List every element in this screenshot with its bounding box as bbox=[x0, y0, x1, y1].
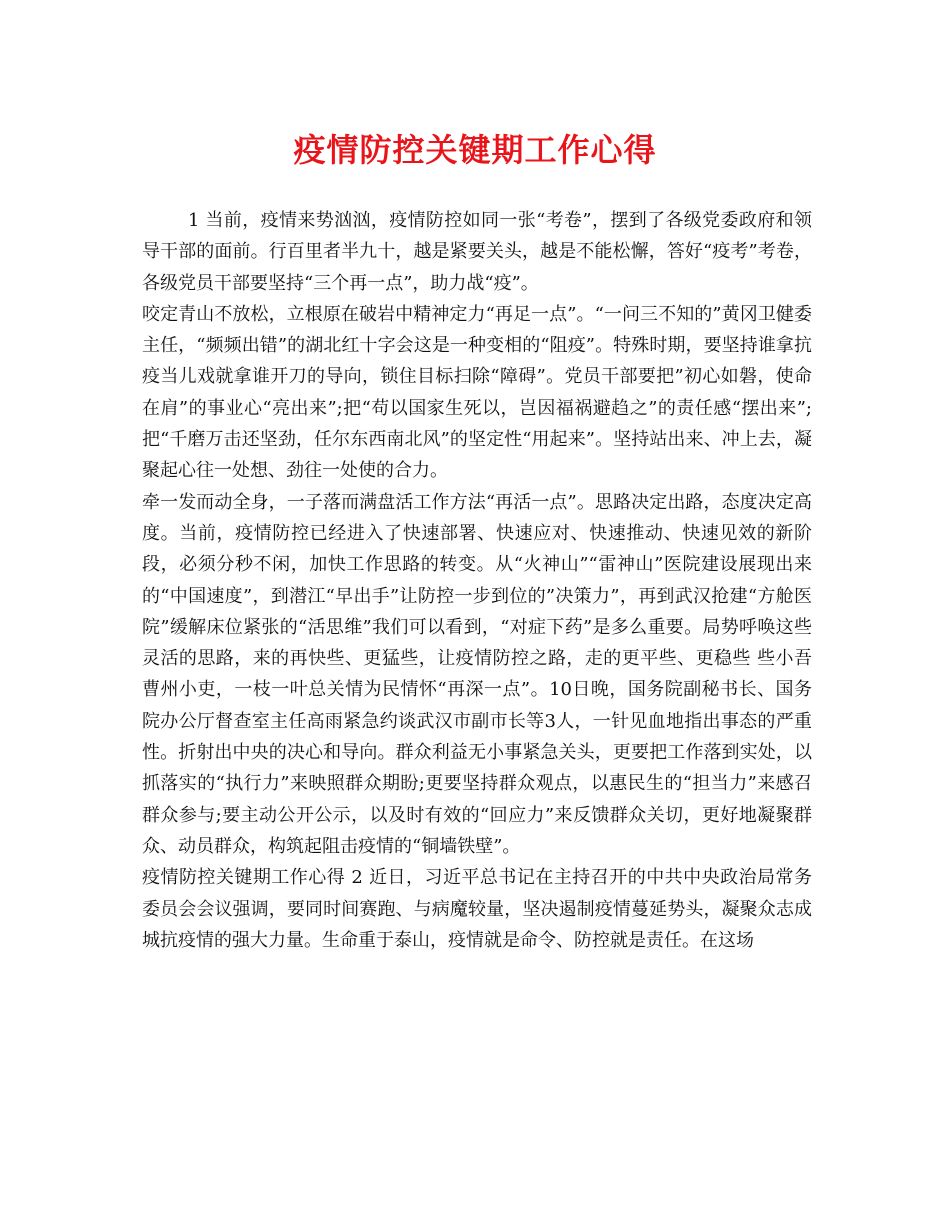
paragraph-intro: 1 当前，疫情来势汹汹，疫情防控如同一张“考卷”，摆到了各级党委政府和领导干部的面前。行百里者半九十，越是紧要关头，越是不能松懈，答好“疫考”考卷，各级党员干部要坚持“三个再一点”，助力战“疫”。 bbox=[142, 210, 812, 294]
document-title: 疫情防控关键期工作心得 bbox=[293, 131, 657, 169]
document-body bbox=[142, 205, 812, 956]
paragraph-resolve: 咬定青山不放松，立根原在破岩中精神定力“再足一点”。“一问三不知的”黄冈卫健委主任，“频频出错”的湖北红十字会这是一种变相的“阻疫”。特殊时期，要坚持谁拿抗疫当儿戏就拿谁开刀的导向，锁住目标扫除“障碍”。党员干部要把”初心如磐，使命在肩”的事业心“亮出来”;把“苟以国家生死以，岂因福祸避趋之”的责任感“摆出来”;把“千磨万击还坚劲，任尔东西南北风”的坚定性“用起来”。坚持站出来、冲上去，凝聚起心往一处想、劲往一处使的合力。 bbox=[142, 303, 812, 482]
paragraph-methods: 牵一发而动全身，一子落而满盘活工作方法“再活一点”。思路决定出路，态度决定高度。当前，疫情防控已经进入了快速部署、快速应对、快速推动、快速见效的新阶段，必须分秒不闲，加快工作思路的转变。从“火神山”“雷神山”医院建设展现出来的“中国速度”，到潜江“早出手”让防控一步到位的”决策力”，再到武汉抢建“方舱医院”缓解床位紧张的“活思维”我们可以看到，“对症下药”是多么重要。局势呼唤这些灵活的思路，来的再快些、更猛些，让疫情防控之路，走的更平些、更稳些 些小吾曹州小吏，一枝一叶总关情为民情怀“再深一点”。10日晚，国务院副秘书长、国务院办公厅督查室主任高雨紧急约谈武汉市副市长等3人，一针见血地指出事态的严重性。折射出中央的决心和导向。群众利益无小事紧急关头，更要把工作落到实处，以抓落实的“执行力”来映照群众期盼;更要坚持群众观点，以惠民生的“担当力”来感召群众参与;要主动公开公示，以及时有效的“回应力”来反馈群众关切，更好地凝聚群众、动员群众，构筑起阻击疫情的“铜墙铁壁”。 bbox=[142, 491, 812, 857]
paragraph-part-two: 疫情防控关键期工作心得 2 近日，习近平总书记在主持召开的中共中央政治局常务委员会会议强调，要同时间赛跑、与病魔较量，坚决遏制疫情蔓延势头，凝聚众志成城抗疫情的强大力量。生命重于泰山，疫情就是命令、防控就是责任。在这场 bbox=[142, 867, 812, 951]
